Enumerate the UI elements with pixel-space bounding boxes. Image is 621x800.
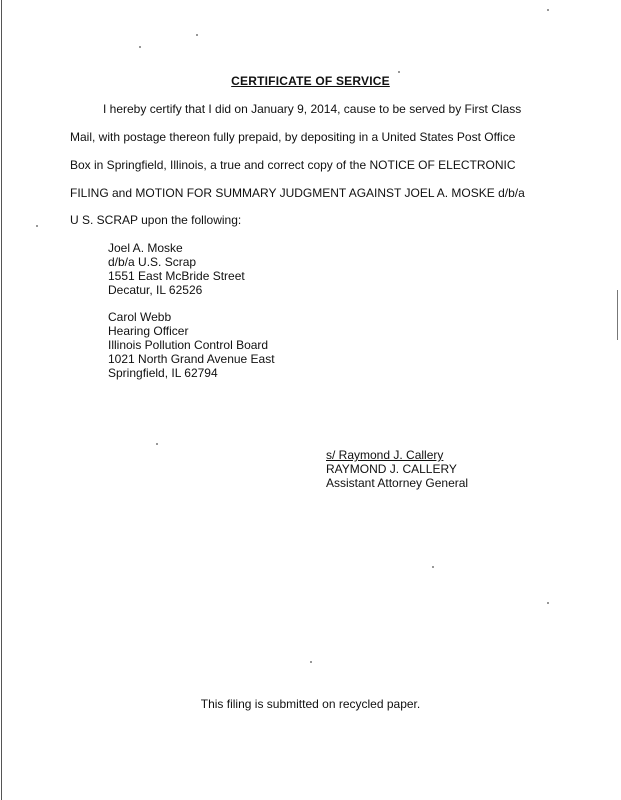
scan-speck — [432, 566, 434, 568]
recipient-address-block — [108, 241, 245, 297]
address-line: Hearing Officer — [108, 324, 189, 338]
scan-speck — [156, 443, 158, 445]
address-line: Springfield, IL 62794 — [108, 366, 218, 380]
signature-block — [326, 448, 468, 490]
document-title: CERTIFICATE OF SERVICE — [231, 74, 390, 88]
address-line: d/b/a U.S. Scrap — [108, 255, 197, 269]
page-left-edge — [1, 0, 2, 800]
electronic-signature: s/ Raymond J. Callery — [326, 448, 444, 462]
footer-note: This filing is submitted on recycled paper. — [200, 697, 421, 711]
address-line: Joel A. Moske — [108, 241, 183, 255]
scan-speck — [36, 225, 38, 227]
body-line: U S. SCRAP upon the following: — [70, 213, 242, 227]
signer-name: RAYMOND J. CALLERY — [326, 462, 457, 476]
scan-speck — [310, 661, 312, 663]
body-line: Box in Springfield, Illinois, a true and correct copy of the NOTICE OF ELECTRONIC — [70, 158, 516, 172]
body-line: FILING and MOTION FOR SUMMARY JUDGMENT AGAINST JOEL A. MOSKE d/b/a — [70, 186, 525, 200]
address-line: Illinois Pollution Control Board — [108, 338, 269, 352]
address-line: 1021 North Grand Avenue East — [108, 352, 275, 366]
address-line: Carol Webb — [108, 310, 172, 324]
scan-speck — [398, 71, 400, 73]
body-line: Mail, with postage thereon fully prepaid, by depositing in a United States Post Office — [70, 130, 516, 144]
signer-title: Assistant Attorney General — [326, 476, 469, 490]
scan-speck — [139, 46, 141, 48]
recipient-address-block — [108, 310, 275, 380]
scan-speck — [547, 9, 549, 11]
page-right-edge-mark — [617, 290, 618, 340]
scan-speck — [196, 34, 198, 36]
scan-speck — [547, 602, 549, 604]
address-line: 1551 East McBride Street — [108, 269, 245, 283]
body-line: I hereby certify that I did on January 9, 2014, cause to be served by First Class — [103, 102, 522, 116]
address-line: Decatur, IL 62526 — [108, 283, 203, 297]
